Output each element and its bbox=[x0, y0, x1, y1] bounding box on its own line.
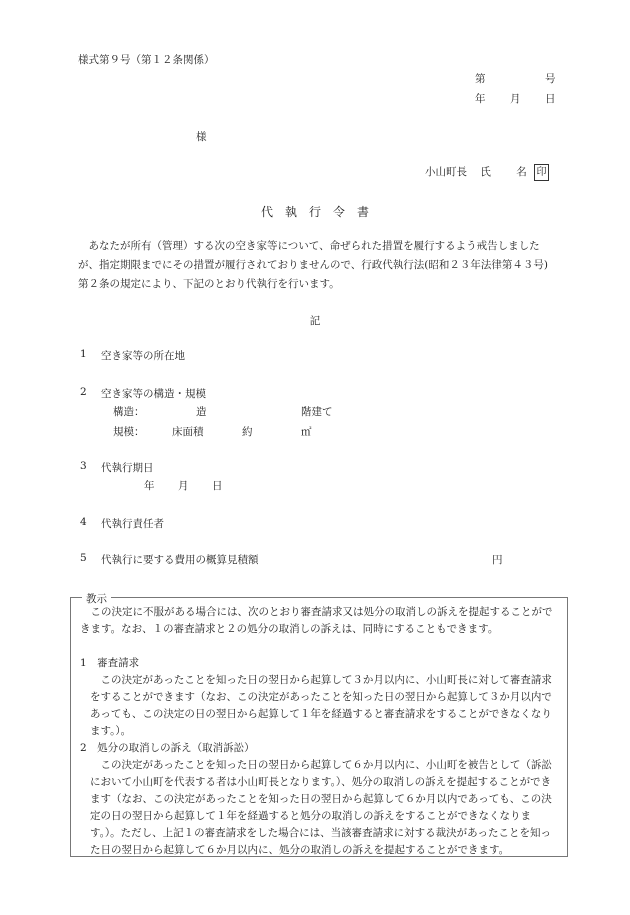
date-day: 日 bbox=[545, 93, 556, 105]
form-id: 様式第９号（第１２条関係） bbox=[78, 54, 215, 66]
item-3-label: 代執行期日 bbox=[101, 462, 154, 474]
date-year: 年 bbox=[475, 93, 486, 105]
item-3-year: 年 bbox=[144, 480, 155, 492]
item-5-number: 5 bbox=[80, 552, 87, 564]
scale-label: 規模： bbox=[113, 426, 145, 438]
item-1-label: 空き家等の所在地 bbox=[101, 350, 185, 362]
issuer-title: 小山町長 bbox=[425, 166, 467, 178]
date-month: 月 bbox=[510, 93, 521, 105]
seal-mark: 印 bbox=[534, 164, 549, 181]
document-title: 代 執 行 令 書 bbox=[260, 205, 369, 219]
item-1-number: 1 bbox=[80, 348, 87, 360]
number-label-left: 第 bbox=[475, 73, 486, 85]
notice-section-1-heading: 1 審査請求 bbox=[80, 657, 140, 669]
notice-section-2-heading: 2 処分の取消しの訴え（取消訴訟） bbox=[80, 742, 255, 754]
notice-title: 教示 bbox=[82, 591, 111, 606]
name-label-1: 氏 bbox=[480, 166, 491, 178]
item-2-number: 2 bbox=[80, 386, 87, 398]
name-label-2: 名 bbox=[516, 166, 527, 178]
item-3-number: 3 bbox=[80, 460, 87, 472]
recipient-honorific: 様 bbox=[196, 131, 207, 143]
ki-label: 記 bbox=[309, 315, 321, 327]
notice-intro: この決定に不服がある場合には、次のとおり審査請求又は処分の取消しの訴えを提起することができます。なお、１の審査請求と２の処分の取消しの訴えは、同時にすることもできます。 bbox=[80, 606, 553, 635]
notice-section-1-body: この決定があったことを知った日の翌日から起算して３か月以内に、小山町長に対して審査請求をすることができます（なお、この決定があったことを知った日の翌日から起算して３か月以内であっても、この決定の日の翌日から起算して１年を経過すると審査請求をすることができなくなります。）。 bbox=[90, 674, 552, 737]
structure-label: 構造： bbox=[113, 406, 145, 418]
item-3-day: 日 bbox=[212, 480, 223, 492]
item-5-label: 代執行に要する費用の概算見積額 bbox=[101, 554, 259, 566]
number-label-right: 号 bbox=[545, 73, 556, 85]
area-unit: ㎡ bbox=[301, 426, 312, 438]
item-5-unit: 円 bbox=[492, 554, 503, 566]
intro-paragraph: あなたが所有（管理）する次の空き家等について、命ぜられた措置を履行するよう戒告しましたが、指定期限までにその措置が履行されておりませんので、行政代執行法(昭和２３年法律第４３号)第２条の規定により、下記のとおり代執行を行います。 bbox=[78, 240, 548, 290]
item-4-label: 代執行責任者 bbox=[101, 518, 164, 530]
floor-area-label: 床面積 bbox=[172, 426, 204, 438]
item-2-label: 空き家等の構造・規模 bbox=[101, 388, 206, 400]
structure-unit: 造 bbox=[196, 406, 207, 418]
approx-label: 約 bbox=[242, 426, 253, 438]
issuer-block bbox=[425, 164, 549, 181]
notice-section-2-body: この決定があったことを知った日の翌日から起算して６か月以内に、小山町を被告として（訴訟において小山町を代表する者は小山町長となります。）、処分の取消しの訴えを提起することができます（なお、この決定があったことを知った日の翌日から起算して６か月以内であっても、この決定の日の翌日から起算して１年を経過すると処分の取消しの訴えをすることができなくなります。）。ただし、上記１の審査請求をした場合には、当該審査請求に対する裁決があったことを知った日の翌日から起算して６か月以内に、処分の取消しの訴えを提起することができます。 bbox=[90, 759, 552, 856]
floors-unit: 階建て bbox=[301, 406, 333, 418]
item-4-number: 4 bbox=[80, 516, 87, 528]
item-3-month: 月 bbox=[178, 480, 189, 492]
